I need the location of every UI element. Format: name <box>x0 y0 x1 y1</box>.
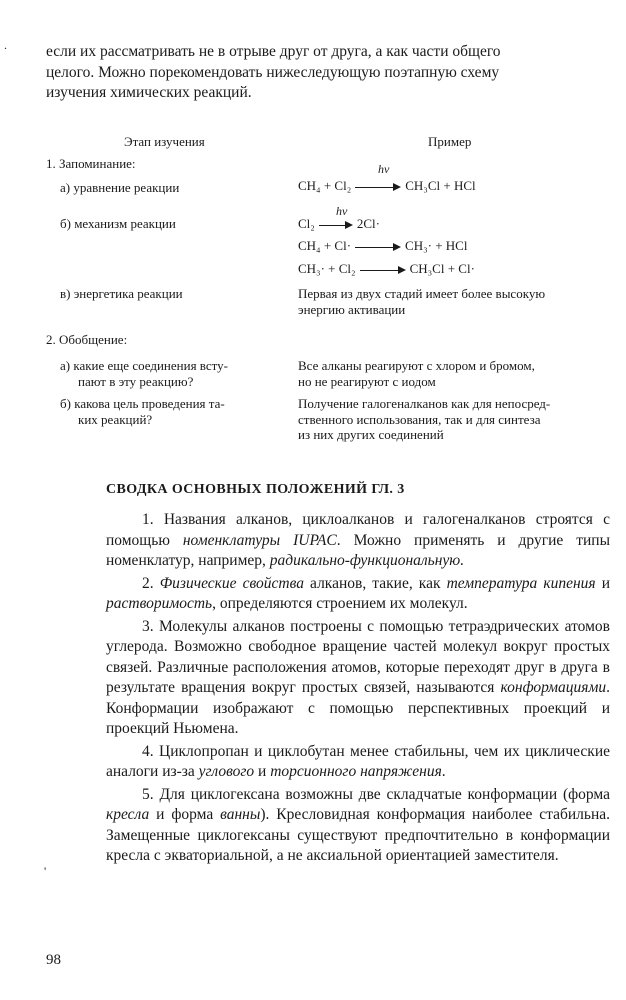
question-line: ких реакций? <box>78 411 153 427</box>
equation-reactants: CH₃· + Cl₂ <box>298 261 356 276</box>
section-generalization: 2. Обобщение: <box>46 332 128 347</box>
question-purpose <box>60 396 225 427</box>
light-symbol: hv <box>336 204 348 218</box>
equation-products: CH₃Cl + HCl <box>405 178 476 193</box>
answer-line: ственного использования, так и для синтеза <box>298 411 541 427</box>
example-column-header: Пример <box>428 134 472 149</box>
intro-line: целого. Можно порекомендовать нижеследующую поэтапную схему <box>46 63 500 81</box>
light-symbol: hv <box>378 162 390 176</box>
question-line: пают в эту реакцию? <box>78 373 194 389</box>
page-number: 98 <box>46 952 61 968</box>
energetics-example <box>298 286 608 317</box>
equation-reactants: CH₄ + Cl₂ <box>298 178 352 193</box>
answer-purpose <box>298 396 608 443</box>
equation-propagation-1 <box>298 238 467 254</box>
summary-point-4: 4. Циклопропан и циклобутан менее стабильны, чем их циклические аналоги из-за углового и торсионного напряжения. <box>106 742 610 780</box>
equation-propagation-2 <box>298 261 475 277</box>
example-line: Первая из двух стадий имеет более высокую <box>298 286 546 301</box>
summary-point-5: 5. Для циклогексана возможны две складчатые конформации (форма кресла и форма ванны). Кресловидная конформация наиболее стабильна. Замещенные циклогексаны существуют предпочтительно в конформации кресла с экваториальной, а не аксиальной ориентацией заместителя. <box>106 785 611 864</box>
equation-products: 2Cl· <box>356 216 380 231</box>
item-equation-label: а) уравнение реакции <box>60 180 180 195</box>
equation-products: CH₃Cl + Cl· <box>409 261 475 276</box>
question-line: б) какова цель проведения та- <box>60 396 225 411</box>
intro-line: изучения химических реакций. <box>46 84 252 101</box>
answer-line: но не реагируют с иодом <box>298 373 436 389</box>
summary-point-3: 3. Молекулы алканов построены с помощью тетраэдрических атомов углерода. Возможно свободное вращение частей молекул вокруг простых связей. Различные расположения атомов, которые переходят друг в друга в результате вращения вокруг простых связей, называются конформациями. Конформации изображают с помощью перспективных проекций и проекций Ньюмена. <box>106 617 610 737</box>
reaction-arrow-icon <box>319 220 353 230</box>
example-line: энергию активации <box>298 301 406 317</box>
summary-body <box>106 510 610 869</box>
equation-overall <box>298 178 476 194</box>
equation-products: CH₃· + HCl <box>405 238 468 253</box>
stage-column-header: Этап изучения <box>124 134 205 149</box>
answer-line: из них других соединений <box>298 427 444 442</box>
question-compounds <box>60 358 228 389</box>
reaction-arrow-icon <box>355 182 401 192</box>
answer-line: Все алканы реагируют с хлором и бромом, <box>298 358 535 373</box>
item-mechanism-label: б) механизм реакции <box>60 216 176 231</box>
answer-line: Получение галогеналканов как для непосред- <box>298 396 551 411</box>
summary-point-2: 2. Физические свойства алканов, такие, как температура кипения и растворимость, определяются строением их молекул. <box>106 574 611 612</box>
reaction-arrow-icon <box>355 242 401 252</box>
equation-initiation <box>298 216 380 232</box>
equation-reactants: Cl₂ <box>298 216 315 231</box>
item-energetics-label: в) энергетика реакции <box>60 286 183 301</box>
intro-paragraph <box>46 42 614 104</box>
section-memorization: 1. Запоминание: <box>46 156 136 171</box>
summary-point-1: 1. Названия алканов, циклоалканов и галогеналканов строятся с помощью номенклатуры IUPAC. Можно применять и другие типы номенклатур, например, радикально-функциональную. <box>106 511 610 569</box>
intro-line: если их рассматривать не в отрыве друг от друга, а как части общего <box>46 43 501 60</box>
stray-mark: ' <box>44 864 47 878</box>
answer-compounds <box>298 358 608 389</box>
equation-reactants: CH₄ + Cl· <box>298 238 352 253</box>
summary-heading: СВОДКА ОСНОВНЫХ ПОЛОЖЕНИЙ ГЛ. 3 <box>106 482 405 497</box>
question-line: а) какие еще соединения всту- <box>60 358 228 373</box>
stray-mark: . <box>4 38 7 52</box>
reaction-arrow-icon <box>360 265 406 275</box>
